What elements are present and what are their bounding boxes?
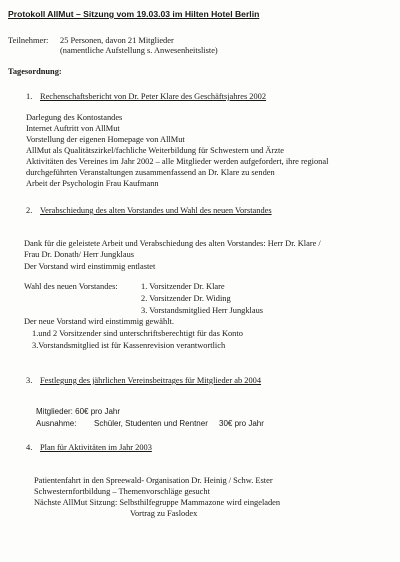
section-line: Vorstellung der eigenen Homepage von AllMut: [26, 135, 185, 144]
section-line: Der Vorstand wird einstimmig entlastet: [24, 262, 156, 271]
section-line: Dank für die geleistete Arbeit und Verabschiedung des alten Vorstandes: Herr Dr. Klare /: [24, 239, 321, 248]
fee-exception-label: Ausnahme:: [36, 419, 77, 428]
section-heading: Festlegung des jährlichen Vereinsbeitrages für Mitglieder ab 2004: [40, 376, 262, 385]
section-number: 1.: [26, 92, 33, 101]
section-line: durchgeführten Veranstaltungen zusammenfassend an Dr. Klare zu senden: [26, 168, 275, 177]
section-line: Internet Auftritt von AllMut: [26, 124, 120, 133]
section-line: Patientenfahrt in den Spreewald- Organisation Dr. Heinig / Schw. Ester: [34, 476, 273, 485]
section-number: 2.: [26, 206, 33, 215]
section-heading: Rechenschaftsbericht von Dr. Peter Klare des Geschäftsjahres 2002: [40, 92, 267, 101]
section-number: 3.: [26, 376, 33, 385]
section-line: Wahl des neuen Vorstandes:: [24, 282, 118, 291]
section-line: 1.und 2 Vorsitzender sind unterschriftsberechtigt für das Konto: [32, 329, 243, 338]
section-heading: Verabschiedung des alten Vorstandes und Wahl des neuen Vorstandes: [40, 206, 272, 215]
section-line: Vortrag zu Faslodex: [130, 509, 198, 518]
section-line: Nächste AllMut Sitzung: Selbsthilfegruppe Mammazone wird eingeladen: [34, 498, 281, 507]
section-line: 3.Vorstandsmitglied ist für Kassenrevision verantwortlich: [32, 341, 226, 350]
agenda-heading: Tagesordnung:: [8, 67, 62, 76]
board-member: 2. Vorsitzender Dr. Widing: [141, 294, 231, 303]
board-member: 1. Vorsitzender Dr. Klare: [141, 282, 225, 291]
section-line: Aktivitäten des Vereines im Jahr 2002 – alle Mitglieder werden aufgefordert, ihre regional: [26, 157, 329, 166]
section-line: Der neue Vorstand wird einstimmig gewählt.: [24, 317, 174, 326]
section-line: AllMut als Qualitätszirkel/fachliche Weiterbildung für Schwestern und Ärzte: [26, 146, 285, 155]
section-line: Frau Dr. Donath/ Herr Jungklaus: [24, 250, 135, 259]
fee-exception-amount: 30€ pro Jahr: [219, 419, 264, 428]
participants-label: Teilnehmer:: [8, 36, 49, 45]
section-line: Darlegung des Kontostandes: [26, 113, 123, 122]
fee-exception-groups: Schüler, Studenten und Rentner: [94, 419, 208, 428]
participants-note: (namentliche Aufstellung s. Anwesenheitsliste): [60, 46, 218, 55]
section-line: Arbeit der Psychologin Frau Kaufmann: [26, 179, 159, 188]
section-line: Schwesternfortbildung – Themenvorschläge gesucht: [34, 487, 210, 496]
participants-text: 25 Personen, davon 21 Mitglieder: [60, 36, 174, 45]
document-title: Protokoll AllMut – Sitzung vom 19.03.03 im Hilten Hotel Berlin: [8, 9, 260, 19]
fee-members: Mitglieder: 60€ pro Jahr: [36, 407, 121, 416]
section-heading: Plan für Aktivitäten im Jahr 2003: [40, 443, 152, 452]
section-number: 4.: [26, 443, 33, 452]
board-member: 3. Vorstandsmitglied Herr Jungklaus: [141, 306, 264, 315]
